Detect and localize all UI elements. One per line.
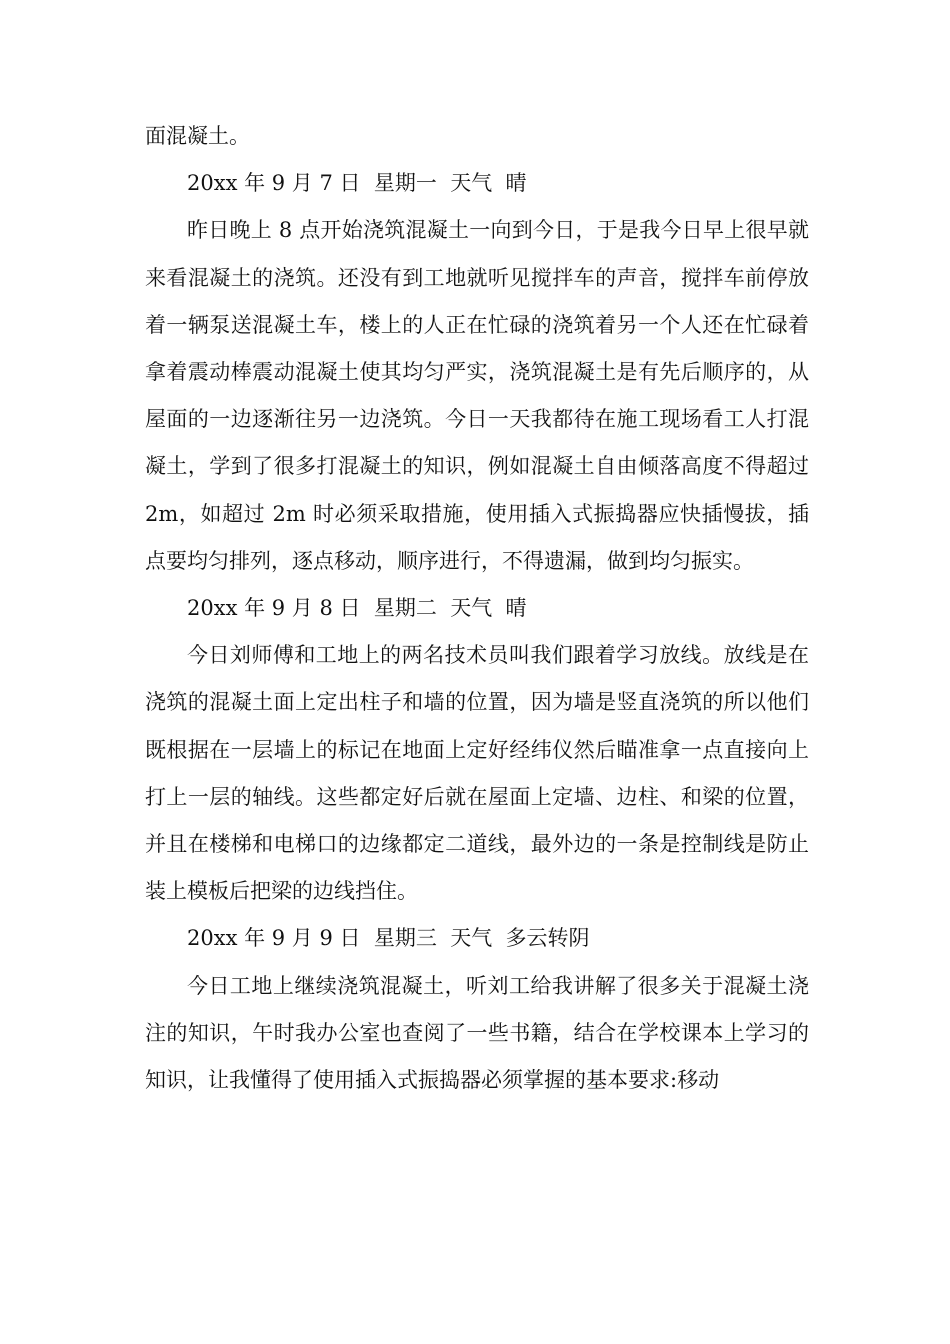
entry-paragraph: 昨日晚上 8 点开始浇筑混凝土一向到今日，于是我今日早上很早就来看混凝土的浇筑。还没有到工地就听见搅拌车的声音，搅拌车前停放着一辆泵送混凝土车，楼上的人正在忙碌的浇筑着另一个人还在忙碌着拿着震动棒震动混凝土使其均匀严实，浇筑混凝土是有先后顺序的，从屋面的一边逐渐往另一边浇筑。今日一天我都待在施工现场看工人打混凝土，学到了很多打混凝土的知识，例如混凝土自由倾落高度不得超过 2m，如超过 2m 时必须采取措施，使用插入式振捣器应快插慢拔，插点要均匀排列，逐点移动，顺序进行，不得遗漏，做到均匀振实。: [145, 218, 809, 573]
entry-paragraph: 今日工地上继续浇筑混凝土，听刘工给我讲解了很多关于混凝土浇注的知识，午时我办公室也查阅了一些书籍，结合在学校课本上学习的知识，让我懂得了使用插入式振捣器必须掌握的基本要求:移动: [145, 973, 809, 1093]
entry-date-heading: 20xx 年 9 月 8 日 星期二 天气 晴: [187, 596, 527, 621]
entry-paragraph: 今日刘师傅和工地上的两名技术员叫我们跟着学习放线。放线是在浇筑的混凝土面上定出柱子和墙的位置，因为墙是竖直浇筑的所以他们既根据在一层墙上的标记在地面上定好经纬仪然后瞄准拿一点直接向上打上一层的轴线。这些都定好后就在屋面上定墙、边柱、和梁的位置，并且在楼梯和电梯口的边缘都定二道线，最外边的一条是控制线是防止装上模板后把梁的边线挡住。: [145, 643, 809, 904]
entry-date-heading: 20xx 年 9 月 9 日 星期三 天气 多云转阴: [187, 926, 590, 951]
entry-date-heading: 20xx 年 9 月 7 日 星期一 天气 晴: [187, 171, 527, 196]
continuation-paragraph: 面混凝土。: [145, 124, 250, 148]
document-body: [145, 113, 809, 1104]
